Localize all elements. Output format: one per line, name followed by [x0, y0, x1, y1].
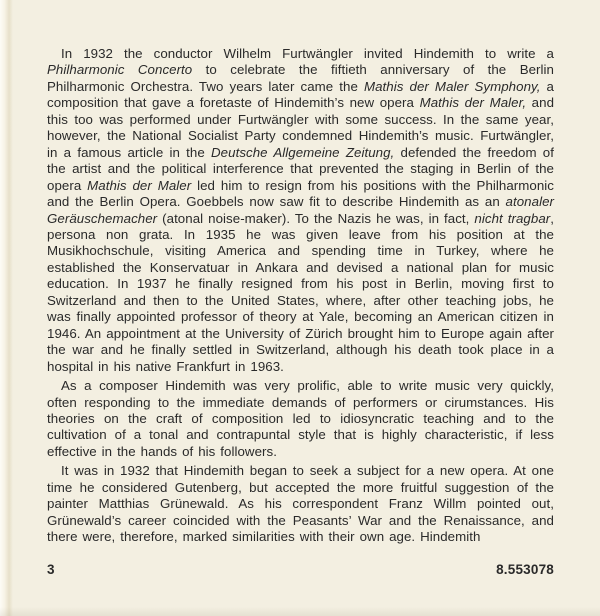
page-footer — [47, 562, 554, 577]
text-segment: defended the freedom of the artist and the political interference that prevented the staging in Berlin of the opera — [47, 144, 554, 193]
text-segment: In 1932 the conductor Wilhelm Furtwängler invited Hindemith to write a — [61, 46, 554, 61]
text-segment: (atonal noise-maker). To the Nazis he was, in fact, — [157, 210, 475, 226]
italic-text-segment: atonaler Geräuschemacher — [47, 194, 554, 226]
italic-text-segment: nicht tragbar — [474, 210, 551, 226]
scan-bottom-shadow — [0, 607, 600, 616]
text-segment: It was in 1932 that Hindemith began to seek a subject for a new opera. At one time he considered Gutenberg, but accepted the more fruitful suggestion of the painter Matthias Grünewald. As his correspondent Franz Willm pointed out, Grünewald’s career coincided with the Peasants’ War and the Renaissance, and there were, therefore, marked similarities with their own age. Hindemith — [47, 463, 554, 545]
text-segment: As a composer Hindemith was very prolific, able to write music very quickly, often responding to the immediate demands of performers or cirumstances. His theories on the craft of composition led to idiosyncratic teaching and to the cultivation of a tonal and contrapuntal style that is highly characteristic, if less effective in the hands of his followers. — [47, 378, 554, 459]
italic-text-segment: Deutsche Allgemeine Zeitung, — [211, 144, 395, 160]
text-segment: led him to resign from his positions with the Philharmonic and the Berlin Opera. Goebbels now saw fit to describe Hindemith as an — [47, 177, 555, 210]
paragraph — [47, 378, 554, 460]
catalog-number: 8.553078 — [496, 562, 554, 577]
italic-text-segment: Philharmonic Concerto — [47, 62, 193, 78]
italic-text-segment: Mathis der Maler Symphony, — [363, 78, 541, 94]
italic-text-segment: Mathis der Maler, — [419, 95, 527, 111]
scan-edge-shadow — [0, 0, 13, 616]
paragraph — [47, 463, 554, 545]
page-number: 3 — [47, 562, 55, 577]
text-segment: to celebrate the fiftieth anniversary of the Berlin Philharmonic Orchestra. Two years later came the — [47, 62, 554, 94]
text-segment: , persona non grata. In 1935 he was given leave from his position at the Musikhochschule, visiting America and spending time in Turkey, where he established the Konservatuar in Ankara and devised a national plan for music education. In 1937 he finally resigned from his post in Berlin, moving first to Switzerland and then to the United States, where, after other teaching jobs, he was finally appointed professor of theory at Yale, becoming an American citizen in 1946. An appointment at the University of Zürich brought him to Europe again after the war and he finally settled in Switzerland, although his death took place in a hospital in his native Frankfurt in 1963. — [47, 210, 554, 374]
paragraph — [47, 46, 554, 375]
booklet-text — [47, 46, 554, 549]
italic-text-segment: Mathis der Maler — [87, 177, 192, 193]
text-segment: and this too was performed under Furtwängler with some success. In the same year, however, the National Socialist Party condemned Hindemith’s music. Furtwängler, in a famous article in the — [47, 95, 555, 160]
text-segment: a composition that gave a foretaste of Hindemith’s new opera — [47, 78, 554, 111]
